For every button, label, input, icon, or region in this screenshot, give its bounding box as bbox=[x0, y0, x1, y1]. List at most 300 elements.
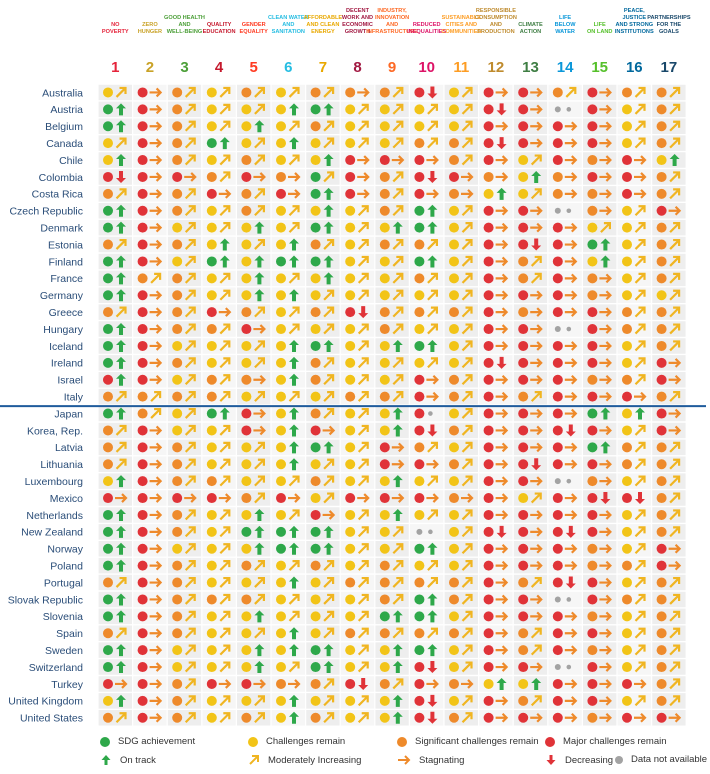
status-dot bbox=[622, 290, 632, 300]
status-dot bbox=[622, 510, 632, 520]
status-dot bbox=[345, 189, 355, 199]
status-dot bbox=[657, 240, 667, 250]
legend-significant-challenges bbox=[397, 736, 539, 747]
goal-number: 4 bbox=[214, 59, 224, 76]
status-dot bbox=[587, 189, 597, 199]
status-dot bbox=[380, 459, 390, 469]
status-dot bbox=[553, 223, 563, 233]
status-dot bbox=[622, 679, 632, 689]
status-dot bbox=[553, 341, 563, 351]
status-dot bbox=[241, 104, 251, 114]
status-dot bbox=[414, 409, 424, 419]
trend-arrow bbox=[567, 327, 572, 332]
status-dot bbox=[276, 510, 286, 520]
trend-arrow bbox=[567, 107, 572, 112]
country-label: Belgium bbox=[45, 121, 83, 134]
status-dot bbox=[657, 121, 667, 131]
status-dot bbox=[138, 561, 148, 571]
status-dot bbox=[657, 138, 667, 148]
status-dot bbox=[553, 713, 563, 723]
status-dot bbox=[553, 493, 563, 503]
status-dot bbox=[518, 358, 528, 368]
status-dot bbox=[587, 392, 597, 402]
status-dot bbox=[622, 442, 632, 452]
status-dot bbox=[207, 493, 217, 503]
goal-number: 5 bbox=[249, 59, 258, 76]
no-trend-dot bbox=[567, 597, 572, 602]
status-dot bbox=[172, 290, 182, 300]
status-dot bbox=[345, 256, 355, 266]
status-dot bbox=[103, 87, 113, 97]
status-dot bbox=[103, 341, 113, 351]
status-dot bbox=[414, 273, 424, 283]
status-dot bbox=[484, 223, 494, 233]
status-dot bbox=[172, 324, 182, 334]
status-dot bbox=[449, 425, 459, 435]
no-trend-dot bbox=[567, 208, 572, 213]
goal-title-line: ECONOMIC bbox=[342, 22, 373, 28]
status-dot bbox=[345, 696, 355, 706]
country-label: Turkey bbox=[51, 678, 83, 691]
country-label: Greece bbox=[48, 306, 83, 319]
status-dot bbox=[657, 662, 667, 672]
status-dot bbox=[449, 172, 459, 182]
status-dot bbox=[241, 307, 251, 317]
status-dot bbox=[276, 594, 286, 604]
status-dot bbox=[241, 645, 251, 655]
status-dot bbox=[138, 240, 148, 250]
status-dot bbox=[657, 324, 667, 334]
status-dot bbox=[518, 223, 528, 233]
status-dot bbox=[622, 425, 632, 435]
diagonal-arrow-icon bbox=[248, 754, 260, 766]
status-dot bbox=[276, 206, 286, 216]
status-dot bbox=[449, 561, 459, 571]
status-dot bbox=[138, 189, 148, 199]
country-label: Netherlands bbox=[26, 509, 83, 522]
status-dot bbox=[207, 206, 217, 216]
status-dot bbox=[449, 324, 459, 334]
status-dot bbox=[138, 324, 148, 334]
status-dot bbox=[380, 645, 390, 655]
status-dot bbox=[103, 459, 113, 469]
status-dot bbox=[518, 409, 528, 419]
status-dot bbox=[138, 172, 148, 182]
goal-title-line: WATER bbox=[555, 29, 575, 35]
status-dot bbox=[553, 578, 563, 588]
status-dot bbox=[311, 510, 321, 520]
status-dot bbox=[276, 189, 286, 199]
status-dot bbox=[414, 544, 424, 554]
status-dot bbox=[138, 696, 148, 706]
status-dot bbox=[311, 392, 321, 402]
status-dot bbox=[103, 121, 113, 131]
legend bbox=[100, 736, 708, 772]
status-dot bbox=[587, 611, 597, 621]
status-dot bbox=[345, 442, 355, 452]
status-dot bbox=[138, 223, 148, 233]
status-dot bbox=[587, 696, 597, 706]
status-dot bbox=[657, 628, 667, 638]
country-label: Norway bbox=[47, 543, 83, 556]
status-dot bbox=[241, 594, 251, 604]
status-dot bbox=[207, 155, 217, 165]
status-dot bbox=[276, 155, 286, 165]
legend-stagnating bbox=[397, 754, 464, 766]
status-dot bbox=[555, 664, 561, 670]
status-dot bbox=[276, 392, 286, 402]
status-dot bbox=[380, 578, 390, 588]
goal-title-line: FOR THE bbox=[656, 22, 682, 28]
status-dot bbox=[518, 206, 528, 216]
status-dot bbox=[414, 375, 424, 385]
status-dot bbox=[449, 290, 459, 300]
status-dot bbox=[622, 662, 632, 672]
status-dot bbox=[484, 594, 494, 604]
status-dot bbox=[380, 476, 390, 486]
status-dot bbox=[553, 645, 563, 655]
status-dot bbox=[449, 628, 459, 638]
status-dot bbox=[518, 527, 528, 537]
status-dot bbox=[518, 628, 528, 638]
status-dot bbox=[103, 290, 113, 300]
country-label: New Zealand bbox=[21, 526, 83, 539]
status-dot bbox=[484, 392, 494, 402]
no-trend-dot bbox=[567, 327, 572, 332]
status-dot bbox=[138, 290, 148, 300]
status-dot bbox=[518, 256, 528, 266]
status-dot bbox=[449, 155, 459, 165]
status-dot bbox=[172, 544, 182, 554]
status-dot bbox=[518, 679, 528, 689]
status-dot bbox=[553, 510, 563, 520]
status-dot bbox=[380, 324, 390, 334]
status-dot bbox=[449, 493, 459, 503]
status-dot bbox=[103, 476, 113, 486]
status-dot bbox=[587, 87, 597, 97]
status-dot bbox=[518, 155, 528, 165]
goal-title-line: INFRASTRUCTURE bbox=[366, 29, 418, 35]
status-dot bbox=[587, 358, 597, 368]
status-dot bbox=[311, 544, 321, 554]
status-dot bbox=[241, 324, 251, 334]
country-label: Finland bbox=[48, 256, 83, 269]
status-dot bbox=[449, 138, 459, 148]
legend-label: Data not available bbox=[631, 754, 708, 765]
goal-title-line: ACTION bbox=[519, 29, 542, 35]
right-arrow-icon bbox=[397, 754, 411, 766]
country-label: Latvia bbox=[54, 442, 83, 455]
status-dot bbox=[414, 307, 424, 317]
status-dot bbox=[449, 578, 459, 588]
status-dot bbox=[311, 155, 321, 165]
status-dot bbox=[587, 206, 597, 216]
status-dot bbox=[622, 358, 632, 368]
status-dot bbox=[484, 510, 494, 520]
status-dot bbox=[345, 561, 355, 571]
status-dot bbox=[172, 273, 182, 283]
status-dot bbox=[484, 121, 494, 131]
status-dot bbox=[311, 172, 321, 182]
status-dot bbox=[276, 645, 286, 655]
goal-title-line: WELL-BEING bbox=[166, 29, 203, 35]
status-dot bbox=[138, 358, 148, 368]
status-dot bbox=[484, 172, 494, 182]
status-dot bbox=[587, 561, 597, 571]
status-dot bbox=[241, 679, 251, 689]
status-dot bbox=[484, 189, 494, 199]
status-dot bbox=[518, 476, 528, 486]
status-dot bbox=[311, 273, 321, 283]
status-dot bbox=[414, 172, 424, 182]
status-dot bbox=[380, 155, 390, 165]
status-dot bbox=[380, 594, 390, 604]
status-dot bbox=[657, 409, 667, 419]
status-dot bbox=[172, 206, 182, 216]
status-dot bbox=[138, 594, 148, 604]
goal-title-line: ENERGY bbox=[311, 29, 335, 35]
status-dot bbox=[449, 392, 459, 402]
status-dot bbox=[207, 527, 217, 537]
status-dot bbox=[414, 510, 424, 520]
status-dot bbox=[657, 578, 667, 588]
status-dot bbox=[449, 696, 459, 706]
status-dot bbox=[103, 611, 113, 621]
goal-title-line: CLEAN WATER bbox=[267, 15, 309, 21]
status-dot bbox=[553, 290, 563, 300]
status-dot bbox=[103, 594, 113, 604]
status-dot bbox=[380, 104, 390, 114]
goal-title-line: CITIES AND bbox=[445, 22, 478, 28]
status-dot bbox=[241, 172, 251, 182]
goal-title-line: EDUCATION bbox=[202, 29, 236, 35]
status-dot bbox=[311, 645, 321, 655]
status-dot bbox=[345, 425, 355, 435]
status-dot bbox=[276, 578, 286, 588]
status-dot bbox=[276, 87, 286, 97]
status-dot bbox=[587, 544, 597, 554]
status-dot bbox=[138, 104, 148, 114]
status-dot bbox=[657, 493, 667, 503]
goal-title-line: NO bbox=[111, 22, 120, 28]
status-dot bbox=[103, 172, 113, 182]
status-dot bbox=[484, 662, 494, 672]
country-label: Portugal bbox=[43, 577, 83, 590]
status-dot bbox=[449, 104, 459, 114]
goal-title-line: LIFE bbox=[593, 22, 606, 28]
country-label: Germany bbox=[39, 290, 83, 303]
country-label: Estonia bbox=[47, 239, 83, 252]
status-dot bbox=[276, 307, 286, 317]
goal-number: 11 bbox=[453, 59, 470, 76]
status-dot bbox=[103, 713, 113, 723]
status-dot bbox=[311, 493, 321, 503]
status-dot bbox=[518, 392, 528, 402]
status-dot bbox=[449, 273, 459, 283]
status-dot bbox=[207, 307, 217, 317]
goal-title-line: AND bbox=[282, 22, 295, 28]
status-dot bbox=[207, 442, 217, 452]
status-dot bbox=[518, 290, 528, 300]
status-dot bbox=[207, 392, 217, 402]
status-dot bbox=[449, 544, 459, 554]
status-dot bbox=[241, 442, 251, 452]
status-dot bbox=[241, 493, 251, 503]
status-dot bbox=[553, 544, 563, 554]
country-label: Slovak Republic bbox=[7, 594, 83, 607]
status-dot bbox=[241, 696, 251, 706]
status-dot bbox=[553, 375, 563, 385]
status-dot bbox=[138, 87, 148, 97]
status-dot bbox=[587, 459, 597, 469]
status-dot bbox=[380, 240, 390, 250]
status-dot bbox=[241, 425, 251, 435]
status-dot bbox=[311, 679, 321, 689]
status-dot bbox=[103, 679, 113, 689]
status-dot bbox=[449, 476, 459, 486]
status-dot bbox=[449, 189, 459, 199]
status-dot bbox=[380, 611, 390, 621]
status-dot bbox=[484, 645, 494, 655]
status-dot bbox=[311, 594, 321, 604]
status-dot bbox=[172, 155, 182, 165]
status-dot bbox=[311, 425, 321, 435]
status-dot bbox=[345, 578, 355, 588]
status-dot bbox=[138, 256, 148, 266]
status-dot bbox=[587, 104, 597, 114]
status-dot bbox=[449, 645, 459, 655]
legend-grey-dot bbox=[615, 756, 623, 764]
status-dot bbox=[172, 307, 182, 317]
status-dot bbox=[484, 679, 494, 689]
status-dot bbox=[587, 594, 597, 604]
status-dot bbox=[449, 527, 459, 537]
status-dot bbox=[622, 121, 632, 131]
status-dot bbox=[345, 476, 355, 486]
status-dot bbox=[241, 527, 251, 537]
status-dot bbox=[172, 611, 182, 621]
status-dot bbox=[103, 628, 113, 638]
country-label: Colombia bbox=[38, 171, 83, 184]
status-dot bbox=[138, 341, 148, 351]
status-dot bbox=[553, 442, 563, 452]
status-dot bbox=[138, 628, 148, 638]
status-dot bbox=[138, 307, 148, 317]
goal-number: 13 bbox=[522, 59, 539, 76]
status-dot bbox=[449, 358, 459, 368]
status-dot bbox=[311, 341, 321, 351]
status-dot bbox=[449, 713, 459, 723]
status-dot bbox=[518, 510, 528, 520]
status-dot bbox=[622, 594, 632, 604]
goal-title-line: RESPONSIBLE bbox=[475, 8, 516, 14]
status-dot bbox=[103, 442, 113, 452]
status-dot bbox=[587, 341, 597, 351]
status-dot bbox=[484, 459, 494, 469]
status-dot bbox=[138, 459, 148, 469]
status-dot bbox=[449, 375, 459, 385]
status-dot bbox=[172, 527, 182, 537]
status-dot bbox=[138, 121, 148, 131]
status-dot bbox=[622, 104, 632, 114]
status-dot bbox=[241, 341, 251, 351]
status-dot bbox=[276, 696, 286, 706]
status-dot bbox=[241, 578, 251, 588]
status-dot bbox=[622, 155, 632, 165]
status-dot bbox=[553, 561, 563, 571]
status-dot bbox=[414, 662, 424, 672]
status-dot bbox=[207, 256, 217, 266]
status-dot bbox=[241, 510, 251, 520]
status-dot bbox=[587, 442, 597, 452]
status-dot bbox=[172, 459, 182, 469]
status-dot bbox=[207, 324, 217, 334]
status-dot bbox=[172, 425, 182, 435]
status-dot bbox=[622, 375, 632, 385]
status-dot bbox=[518, 713, 528, 723]
status-dot bbox=[518, 138, 528, 148]
status-dot bbox=[657, 442, 667, 452]
status-dot bbox=[587, 527, 597, 537]
status-dot bbox=[172, 358, 182, 368]
status-dot bbox=[380, 510, 390, 520]
status-dot bbox=[587, 679, 597, 689]
status-dot bbox=[276, 273, 286, 283]
status-dot bbox=[241, 476, 251, 486]
status-dot bbox=[587, 578, 597, 588]
status-dot bbox=[414, 324, 424, 334]
status-dot bbox=[657, 696, 667, 706]
goal-number: 10 bbox=[418, 59, 436, 76]
status-dot bbox=[345, 104, 355, 114]
goal-title-line: PEACE, bbox=[623, 8, 645, 14]
goal-title-line: LIFE bbox=[559, 15, 572, 21]
status-dot bbox=[103, 375, 113, 385]
status-dot bbox=[587, 240, 597, 250]
status-dot bbox=[622, 459, 632, 469]
status-dot bbox=[311, 476, 321, 486]
status-dot bbox=[207, 358, 217, 368]
status-dot bbox=[172, 121, 182, 131]
status-dot bbox=[172, 341, 182, 351]
status-dot bbox=[138, 138, 148, 148]
goal-number: 12 bbox=[487, 59, 505, 76]
status-dot bbox=[103, 324, 113, 334]
status-dot bbox=[622, 223, 632, 233]
status-dot bbox=[345, 358, 355, 368]
status-dot bbox=[587, 290, 597, 300]
status-dot bbox=[622, 307, 632, 317]
status-dot bbox=[103, 425, 113, 435]
goal-number: 1 bbox=[111, 59, 120, 76]
status-dot bbox=[311, 290, 321, 300]
status-dot bbox=[518, 662, 528, 672]
country-label: Australia bbox=[42, 87, 83, 100]
status-dot bbox=[345, 662, 355, 672]
country-label: Mexico bbox=[49, 492, 83, 505]
status-dot bbox=[657, 87, 667, 97]
status-dot bbox=[172, 561, 182, 571]
status-dot bbox=[241, 273, 251, 283]
status-dot bbox=[622, 713, 632, 723]
status-dot bbox=[380, 544, 390, 554]
status-dot bbox=[172, 696, 182, 706]
legend-yellow-dot bbox=[248, 737, 258, 747]
status-dot bbox=[414, 240, 424, 250]
status-dot bbox=[484, 87, 494, 97]
status-dot bbox=[622, 611, 632, 621]
status-dot bbox=[484, 476, 494, 486]
